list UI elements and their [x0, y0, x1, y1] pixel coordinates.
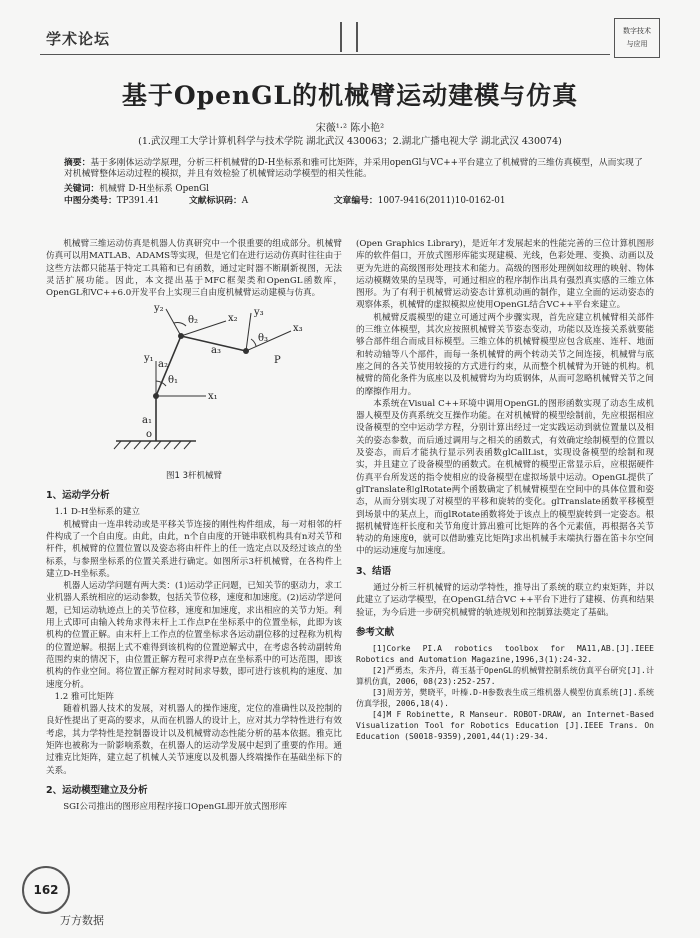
- article-id-value: 1007-9416(2011)10-0162-01: [377, 196, 506, 206]
- article-title: 基于OpenGL的机械臂运动建模与仿真: [121, 81, 579, 110]
- paragraph: 通过分析三杆机械臂的运动学特性，推导出了系统的联立约束矩阵，并以此建立了运动学模型，在OpenGL结合VC ++平台下进行了建模、仿真和结果验证，为今后进一步研究机械臂的轨迹规划和控制算法奠定了基础。: [356, 583, 654, 618]
- label-y2: y₂: [154, 303, 164, 315]
- paragraph: 机械臂由一连串转动或是平移关节连接的刚性构件组成，每一对相邻的杆件构成了一个自由度。由此，由此，n个自由度的开链串联机构具有n对关节和杆件，机械臂的位置位置以及姿态将由杆件上的任一选定点以及经过该点的坐标系，与参照坐标系的位置关系进行确定。如图所示3杆机械臂，在各构件上建立D-H坐标系。: [46, 519, 342, 579]
- paragraph: SGI公司推出的图形应用程序接口OpenGL即开放式图形库: [63, 802, 287, 813]
- axis-y3: [246, 313, 251, 351]
- label-theta3: θ₃: [258, 333, 269, 345]
- doc-code-value: A: [241, 196, 249, 206]
- joint-1: [153, 393, 159, 399]
- reference-item: [3]周芳芳，樊晓平，叶榛.D-H参数表生成三维机器人模型仿真系统[J].系统仿真学报，2006,18(4).: [356, 688, 654, 709]
- keywords-text: 机械臂 D-H坐标系 OpenGl: [99, 184, 209, 194]
- header-divider: [340, 22, 342, 52]
- section-1-title: 1、运动学分析: [46, 490, 110, 502]
- section-2-title: 2、运动模型建立及分析: [46, 784, 148, 796]
- journal-box-line: 与应用: [626, 40, 648, 48]
- label-x2: x₂: [228, 313, 238, 325]
- robot-arm-figure: [46, 301, 336, 461]
- article-id-label: 文章编号：: [333, 196, 378, 206]
- paragraph: 机器人运动学问题有两大类：(1)运动学正问题，已知关节的驱动力，求工业机器人系统相应的运动参数，包括关节位移，速度和加速度。(2)运动学逆问题，已知运动轨迹点上的关节位移，速度和加速度，求出相应的关节力矩。利用上式即可由输入转角求得末杆上工作点P在坐标系中的位置坐标，此即为该机构的位置正解。由末杆上工作点的位置坐标求各运动副位移的过程称为机构的位置逆解。根据上式不难得到该机构的位置逆解式中，在考虑各转动副转角范围约束的情况下，由位置正解方程可求得P点在坐标系中的可达范围，即该机构的作业空间。将位置正解方程对时间求导数，即可进行该机构的速度、加速度分析。: [46, 581, 342, 690]
- journal-box: [614, 18, 660, 58]
- classification-line: [64, 196, 649, 207]
- left-column: [46, 238, 342, 814]
- page-number: 162: [33, 883, 59, 897]
- label-x1: x₁: [208, 391, 218, 403]
- label-origin: o: [146, 429, 153, 441]
- label-y3: y₃: [254, 307, 264, 319]
- abstract: [64, 158, 649, 180]
- reference-item: [2]严勇杰，朱齐丹，蒋玉基于OpenGL的机械臂控制系统仿真平台研究[J].计算机仿真，2006，08(23):252-257.: [356, 666, 654, 687]
- journal-box-line: 数字技术: [623, 27, 651, 35]
- clc-value: TP391.41: [116, 196, 160, 206]
- label-p: P: [274, 355, 281, 367]
- subsection-1-1-title: 1.1 D-H坐标系的建立: [54, 507, 141, 518]
- source-watermark: 万方数据: [60, 914, 104, 927]
- keywords: [64, 184, 649, 195]
- label-y1: y₁: [144, 353, 154, 365]
- label-a2: a₂: [158, 359, 168, 371]
- ground-hatch: [114, 441, 191, 449]
- authors: 宋薇¹·² 陈小艳²: [315, 123, 385, 134]
- figure-caption: 图1 3杆机械臂: [165, 470, 223, 481]
- doc-code-label: 文献标识码：: [188, 196, 242, 206]
- angle-arc-2: [174, 323, 186, 327]
- paragraph: 随着机器人技术的发展，对机器人的操作速度，定位的准确性以及控制的良好性提出了更高的要求，从而在机器人的设计上，应对其力学特性进行有效考虑，其力学特性是控制器设计以及机械臂动态性能分析的基本依据。雅克比矩阵也被称为一阶影响系数，在机器人的运动学发展中起到了重要的作用。通过雅克比矩阵，建立起了机械人关节速度以及机器人终端操作在基础坐标下的关系。: [46, 704, 342, 776]
- paragraph: (Open Graphics Library)，是近年才发展起来的性能完善的三位计算机图形库的软件倡口，开放式图形库能实现建模、光线，色彩处理、变换、动画以及更为先进的高级图形处理技术和能力。高级的图形处理例如纹理的映射、物体运动模糊效果的呈现等，可通过相应的程序制作出具有强烈真实感的三维立体图形。为了有利于机械臂运动姿态计算机动画的制作，建立全面的运动姿态的观察体系，机械臂的虚拟模拟应使用OpenGL结合VC++平台来建立。: [356, 239, 654, 311]
- section-header: 学术论坛: [46, 30, 111, 48]
- label-theta1: θ₁: [168, 375, 179, 387]
- affiliation: (1.武汉理工大学计算机科学与技术学院 湖北武汉 430063；2.湖北广播电视大学 湖北武汉 430074): [138, 136, 562, 147]
- intro-paragraph: 机械臂三维运动仿真是机器人仿真研究中一个很重要的组成部分。机械臂仿真可以用MATLAB、ADAMS等实现，但是它们在进行运动仿真时往往由于这些方法都只能基于特定工具箱和已有函数，通过定时器不断刷新视图，无法灵活扩展功能。因此，本文提出基于MFC框架类和OpenGL函数库，OpenGL和VC++6.0开发平台上实现三自由度机械臂运动建模与仿真。: [46, 239, 342, 299]
- joint-3: [243, 348, 249, 354]
- label-a1: a₁: [142, 415, 152, 427]
- page-number-badge: [22, 866, 70, 914]
- label-theta2: θ₂: [188, 315, 199, 327]
- paragraph: 机械臂反震模型的建立可通过两个步骤实现，首先应建立机械臂相关部件的三维立体模型，其次应按照机械臂关节姿态变动，功能以及连接关系就要能够合部件组合而成目标模型。三维立体的机械臂模型应包含底座、连杆、地面和转动轴等八个部件，而每一条机械臂的两个转动关节之间连接，机械臂与底座之间的各关节使用较接的方式进行约束，从而整个机械臂为开链的机构。机械臂的简化条件为底座以及机械臂均为均质钢体，从而可忽略机械臂关节之间的摩擦作用力。: [356, 312, 654, 397]
- label-a3: a₃: [211, 345, 221, 357]
- header-divider: [356, 22, 358, 52]
- reference-item: [1]Corke PI.A robotics toolbox for MA11,AB.[J].IEEE Robotics and Automation Magazine,1996,3(1):24-32.: [356, 644, 654, 665]
- angle-arc-3: [251, 339, 256, 346]
- paragraph: 本系统在Visual C++环境中调用OpenGL的图形函数实现了动态生成机器人模型及仿真系统交互操作功能。在对机械臂的模型绘制前，先应根据相应设备模型的空中运动学方程，分别计算出经过一定实践运动到就位置量以及相关的姿态参数，而后通过调用与之相关的函数式，有效确定绘制模型的位置以及姿态，而后才能执行显示列表函数glCallList，实现设备模型的绘制和现实，并且建立了设备模型的函数式。在机械臂的模型正常显示后，应根据硬件仿真平台所发送的指令使相应的设备模型在虚拟场景中运动。OpenGL提供了glTranslate和glRotate两个函数确定了机械臂模型在空间中的具体位置和姿态，从而分别实现了对模型的平移和旋转的变化。glTranslate函数平移模型到场景中的某点上，而glRotate函数将处于该点上的模型旋转到一定姿态。根据机械臂连杆长度和关节角度计算出雅可比矩阵的各个元素值，再根据各关节转动的角速度θ，就可以借助雅克比矩阵J求出机械手末端执行器在笛卡尔空间中的运动速度与加速度。: [356, 398, 654, 557]
- abstract-text: 基于多刚体运动学原理，分析三杆机械臂的D-H坐标系和雅可比矩阵，并采用openGl与VC++平台建立了机械臂的三维仿真模型，从而实现了对机械臂整体运动过程的模拟，并且有效检验了机械臂运动学模型的相关性能。: [64, 158, 643, 179]
- reference-item: [4]M F Robinette, R Manseur. ROBOT-DRAW, an Internet-Based Visualization Tool for Robotics Education [J].IEEE Trans. On Education (S0018-9359),2001,44(1):29-34.: [356, 710, 654, 742]
- header-rule: [40, 54, 610, 55]
- label-x3: x₃: [293, 323, 303, 335]
- abstract-label: 摘要：: [64, 158, 91, 168]
- subsection-1-2-title: 1.2 雅可比矩阵: [54, 691, 114, 702]
- keywords-label: 关键词：: [64, 184, 100, 194]
- joint-2: [178, 333, 184, 339]
- section-3-title: 3、结语: [356, 565, 392, 577]
- references-title: 参考文献: [356, 626, 395, 638]
- right-column: [356, 238, 654, 742]
- clc-label: 中图分类号：: [64, 196, 117, 206]
